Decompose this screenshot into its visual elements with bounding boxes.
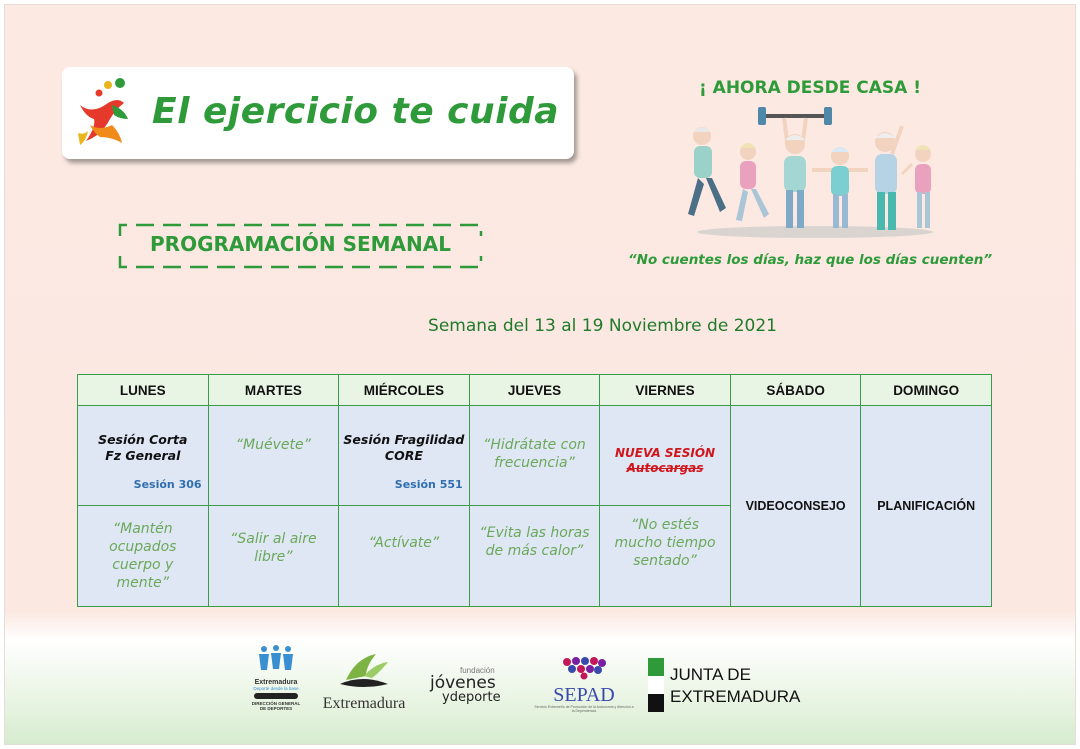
miercoles-session-subtitle: CORE <box>384 448 423 463</box>
cell-viernes-1 <box>600 406 731 506</box>
header-jueves: JUEVES <box>469 375 600 406</box>
kids-jumping-icon <box>256 644 296 674</box>
miercoles-session-title: Sesión Fragilidad <box>343 432 465 447</box>
extremadura-flag-icon <box>648 658 664 712</box>
viernes-session-name: Autocargas <box>626 461 704 475</box>
cell-miercoles-1 <box>339 406 470 506</box>
weekly-schedule-table <box>77 374 992 607</box>
footer-logo1-tagline: Deporte desde la base <box>253 686 299 691</box>
lunes-session-subtitle: Fz General <box>105 448 181 463</box>
footer-logo3-b: ydeporte <box>442 690 501 705</box>
extremadura-tourism-logo <box>316 650 412 716</box>
footer-logo3-small: fundación <box>460 666 495 675</box>
header-lunes: LUNES <box>78 375 209 406</box>
cell-miercoles-2 <box>339 506 470 607</box>
miercoles-session-link[interactable]: Sesión 551 <box>394 478 463 491</box>
header-sabado: SÁBADO <box>730 375 861 406</box>
footer-logo5-line2: EXTREMADURA <box>670 687 801 706</box>
brand-title: El ejercicio te cuida <box>152 91 560 132</box>
cell-jueves-2 <box>469 506 600 607</box>
fundacion-jovenes-deporte-logo <box>430 666 530 706</box>
footer-logo4-small: Servicio Extremeño de Promoción de la Autonomía y Atención a la Dependencia <box>534 705 634 713</box>
week-range: Semana del 13 al 19 Noviembre de 2021 <box>428 316 777 336</box>
viernes-new-session: NUEVA SESIÓN <box>614 446 716 460</box>
cell-sabado <box>730 406 861 607</box>
header-viernes: VIERNES <box>600 375 731 406</box>
jueves-tip: “Hidrátate con frecuencia” <box>483 437 586 471</box>
header-row <box>78 375 992 406</box>
martes-tip-2: “Salir al aire libre” <box>230 531 317 565</box>
footer-logo3-a: jóvenes <box>430 673 496 693</box>
cell-viernes-2 <box>600 506 731 607</box>
program-label: PROGRAMACIÓN SEMANAL <box>150 232 451 256</box>
footer-logos <box>250 640 801 720</box>
miercoles-tip-2: “Actívate” <box>368 535 440 551</box>
cell-martes-2 <box>208 506 339 607</box>
cell-jueves-1 <box>469 406 600 506</box>
sepad-logo <box>534 656 634 716</box>
brand-logo-box <box>62 67 574 159</box>
motivational-quote: “No cuentes los días, haz que los días cuenten” <box>627 252 993 268</box>
cell-martes-1 <box>208 406 339 506</box>
ahora-desde-casa-heading: ¡ AHORA DESDE CASA ! <box>699 78 921 98</box>
runner-logo-icon <box>72 75 132 151</box>
footer-logo5-line1: JUNTA DE <box>670 665 751 684</box>
program-label-box <box>117 222 484 270</box>
cell-domingo <box>861 406 992 607</box>
footer-logo1-name: Extremadura <box>254 679 298 686</box>
lunes-session-link[interactable]: Sesión 306 <box>133 478 202 491</box>
viernes-tip-2: “No estés mucho tiempo sentado” <box>614 517 716 569</box>
sepad-dots-icon <box>559 656 609 680</box>
seniors-exercising-illustration <box>680 104 950 240</box>
stork-leaf-icon <box>336 650 392 690</box>
footer-logo4-text: SEPAD <box>553 684 615 706</box>
lunes-tip: “Mantén ocupados cuerpo y mente” <box>109 521 177 591</box>
header-domingo: DOMINGO <box>861 375 992 406</box>
cell-lunes-1 <box>78 406 209 506</box>
header-miercoles: MIÉRCOLES <box>339 375 470 406</box>
lunes-session-title: Sesión Corta <box>98 432 188 447</box>
header-martes: MARTES <box>208 375 339 406</box>
martes-tip: “Muévete” <box>235 437 311 453</box>
extremadura-deporte-logo <box>250 644 302 716</box>
sabado-videoconsejo: VIDEOCONSEJO <box>745 499 846 513</box>
footer-logo1-dept: DIRECCIÓN GENERAL DE DEPORTES <box>251 701 301 711</box>
footer-logo2-text: Extremadura <box>322 695 406 712</box>
cell-lunes-2 <box>78 506 209 607</box>
domingo-planificacion: PLANIFICACIÓN <box>877 499 976 513</box>
table-row <box>78 406 992 506</box>
jueves-tip-2: “Evita las horas de más calor” <box>479 525 590 559</box>
junta-extremadura-logo <box>648 658 801 714</box>
